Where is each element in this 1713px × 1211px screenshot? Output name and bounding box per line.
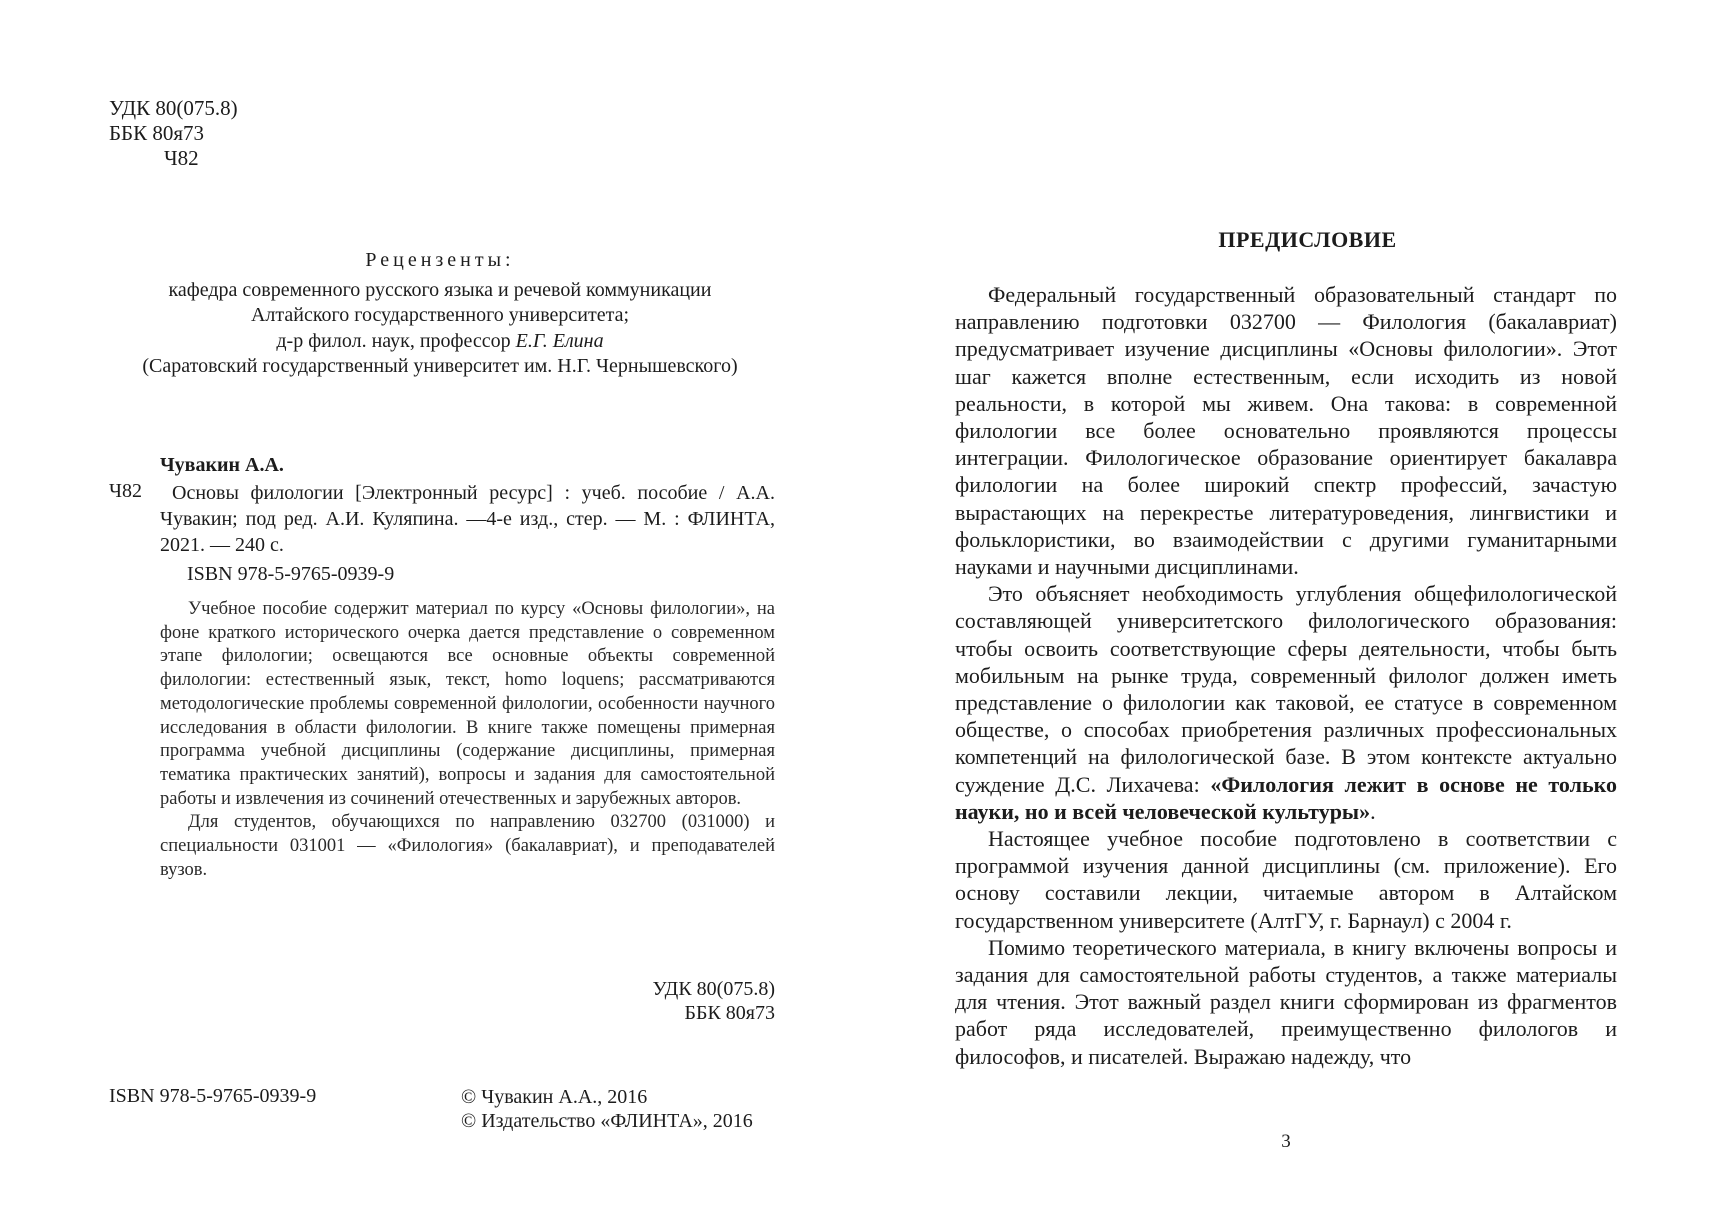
- page-number: 3: [1281, 1131, 1291, 1152]
- reviewers-heading: Рецензенты:: [365, 249, 515, 271]
- bib-record: [160, 480, 775, 558]
- preface-paragraph-2-text: Это объясняет необходимость углубления общефилологической составляющей университетского филологического образования: чтобы освоить соответствующие сферы деятельности, чтобы быть мобильным на рынке труда, современный филолог должен иметь представление о филологии как таковой, ее статусе в современном обществе, о способах приобретения различных профессиональных компетенций на филологической базе. В этом контексте актуально суждение Д.С. Лихачева:: [955, 581, 1617, 797]
- reviewer-name: Е.Г. Елина: [515, 329, 604, 352]
- bib-author: Чувакин А.А.: [160, 454, 284, 476]
- reviewer-line-1: кафедра современного русского языка и речевой коммуникации: [168, 278, 712, 301]
- udk-header: [109, 96, 238, 171]
- udk-footer-bbk: ББК 80я73: [684, 1002, 775, 1024]
- preface-paragraph-3: Настоящее учебное пособие подготовлено в соответствии с программой изучения данной дисциплины (см. приложение). Его основу составили лекции, читаемые автором в Алтайском государственном университете (АлтГУ, г. Барнаул) с 2004 г.: [955, 826, 1617, 933]
- author-mark: Ч82: [164, 146, 199, 170]
- bib-isbn: ISBN 978-5-9765-0939-9: [187, 563, 395, 585]
- copyright-author: © Чувакин А.А., 2016: [461, 1086, 648, 1108]
- annotation-paragraph-2: Для студентов, обучающихся по направлению 032700 (031000) и специальности 031001 — «Филология» (бакалавриат), и преподавателей вузов.: [160, 812, 775, 880]
- reviewer-title: д-р филол. наук, профессор: [276, 329, 516, 352]
- preface-paragraph-1: Федеральный государственный образовательный стандарт по направлению подготовки 032700 — Филология (бакалавриат) предусматривает изучение дисциплины «Основы филологии». Этот шаг кажется вполне естественным, если исходить из новой реальности, в которой мы живем. Она такова: в современной филологии все более основательно проявляются процессы интеграции. Филологическое образование ориентирует бакалавра филологии на более широкий спектр профессий, зачастую вырастающих на перекрестье литературоведения, лингвистики и фольклористики, во взаимодействии с другими гуманитарными науками и научными дисциплинами.: [955, 282, 1617, 580]
- bbk-code: ББК 80я73: [109, 121, 205, 145]
- preface-paragraph-2-end: .: [1370, 798, 1376, 824]
- bib-record-text: Основы филологии [Электронный ресурс] : учеб. пособие / А.А. Чувакин; под ред. А.И. Куляпина. —4-е изд., стер. — М. : ФЛИНТА, 2021. — 240 с.: [160, 482, 775, 556]
- preface-paragraph-4: Помимо теоретического материала, в книгу включены вопросы и задания для самостоятельной работы студентов, а также материалы для чтения. Этот важный раздел книги сформирован из фрагментов работ ряда исследователей, преимущественно филологов и философов, и писателей. Выражаю надежду, что: [955, 934, 1617, 1069]
- preface-body: [955, 281, 1617, 1070]
- annotation: [160, 598, 775, 882]
- reviewers-block: [110, 248, 770, 380]
- preface-paragraph-2: [955, 580, 1617, 825]
- annotation-paragraph-1: Учебное пособие содержит материал по курсу «Основы филологии», на фоне краткого исторического очерка дается представление о современном этапе филологии; освещаются все основные объекты современной филологии: естественный язык, текст, homo loquens; рассматриваются методологические проблемы современной филологии, особенности научного исследования в области филологии. В книге также помещены примерная программа учебной дисциплины (содержание дисциплины, примерная тематика практических занятий), вопросы и задания для самостоятельной работы и извлечения из сочинений отечественных и зарубежных авторов.: [160, 599, 775, 809]
- udk-footer-udk: УДК 80(075.8): [652, 978, 775, 1000]
- likhachev-quote: «Филология лежит в основе не только науки, но и всей человеческой культуры»: [955, 771, 1617, 824]
- copyright-block: [461, 1085, 753, 1133]
- reviewer-line-4: (Саратовский государственный университет им. Н.Г. Чернышевского): [142, 355, 738, 377]
- udk-footer: [560, 977, 775, 1025]
- reviewer-line-3: [110, 329, 770, 355]
- bib-code: Ч82: [109, 480, 142, 502]
- isbn-footer: ISBN 978-5-9765-0939-9: [109, 1085, 317, 1107]
- udk-code: УДК 80(075.8): [109, 96, 238, 120]
- preface-title: ПРЕДИСЛОВИЕ: [1218, 227, 1397, 252]
- copyright-publisher: © Издательство «ФЛИНТА», 2016: [461, 1110, 753, 1132]
- reviewer-line-2: Алтайского государственного университета;: [250, 304, 630, 326]
